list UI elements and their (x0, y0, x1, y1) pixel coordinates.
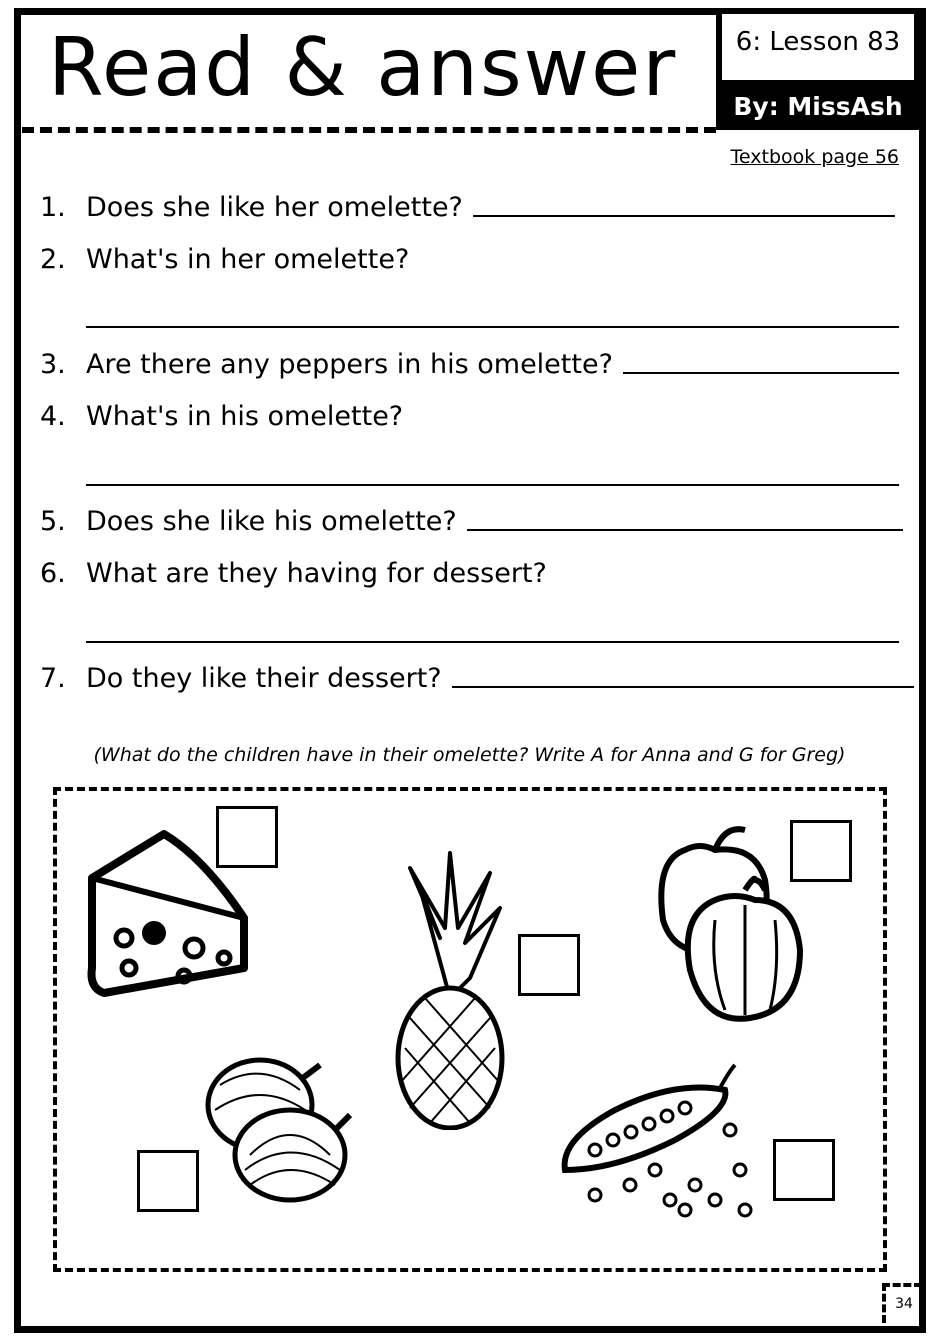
lesson-label: 6: Lesson 83 (722, 14, 914, 80)
question-text: What's in his omelette? (86, 401, 404, 432)
cheese-answer-box[interactable] (216, 806, 278, 868)
question-4 (40, 401, 403, 432)
question-text: What are they having for dessert? (86, 558, 547, 589)
header-divider (22, 127, 716, 133)
question-text: What's in her omelette? (86, 244, 410, 275)
answer-line[interactable] (623, 372, 899, 374)
question-text: Are there any peppers in his omelette? (86, 349, 613, 380)
question-number: 7. (40, 663, 66, 694)
peas-icon (555, 1060, 765, 1225)
peppers-answer-box[interactable] (790, 820, 852, 882)
question-number: 5. (40, 506, 66, 537)
page-number: 34 (882, 1283, 922, 1323)
question-number: 1. (40, 192, 66, 223)
onions-answer-box[interactable] (137, 1150, 199, 1212)
question-2 (40, 244, 409, 275)
question-1 (40, 192, 895, 223)
pineapple-icon (380, 848, 520, 1130)
instruction-text: (What do the children have in their omelette? Write A for Anna and G for Greg) (93, 744, 846, 766)
question-text: Does she like his omelette? (86, 506, 457, 537)
pineapple-answer-box[interactable] (518, 934, 580, 996)
answer-line[interactable] (86, 484, 899, 486)
peppers-icon (655, 820, 805, 1026)
answer-line[interactable] (86, 326, 899, 328)
question-number: 6. (40, 558, 66, 589)
answer-line[interactable] (86, 641, 899, 643)
question-text: Does she like her omelette? (86, 192, 463, 223)
question-5 (40, 506, 903, 537)
question-6 (40, 558, 547, 589)
peas-answer-box[interactable] (773, 1139, 835, 1201)
page-title: Read & answer (48, 21, 678, 114)
answer-line[interactable] (452, 686, 914, 688)
question-7 (40, 663, 914, 694)
question-text: Do they like their dessert? (86, 663, 442, 694)
question-3 (40, 349, 899, 380)
textbook-reference: Textbook page 56 (730, 146, 899, 168)
onions-icon (200, 1055, 360, 1205)
question-number: 3. (40, 349, 66, 380)
question-number: 4. (40, 401, 66, 432)
question-number: 2. (40, 244, 66, 275)
answer-line[interactable] (473, 215, 895, 217)
answer-line[interactable] (467, 529, 903, 531)
author-label: By: MissAsh (733, 92, 903, 121)
